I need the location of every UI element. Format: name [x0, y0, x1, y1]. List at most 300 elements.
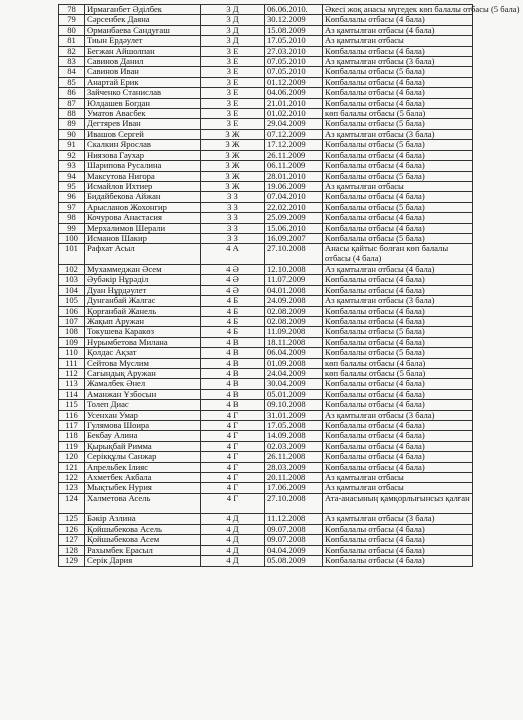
cell-status: Көпбалалы отбасы (5 бала) [323, 119, 473, 129]
cell-name: Қырықбай Римма [85, 441, 201, 451]
cell-num: 113 [59, 379, 85, 389]
cell-name: Сағындық Аружан [85, 369, 201, 379]
cell-date: 17.06.2009 [265, 483, 323, 493]
cell-name: Скалкин Ярослав [85, 140, 201, 150]
cell-name: Қолдас Ақзат [85, 348, 201, 358]
cell-status: Көпбалалы отбасы (4 бала) [323, 421, 473, 431]
table-row [59, 462, 473, 472]
cell-num: 128 [59, 545, 85, 555]
table-row [59, 77, 473, 87]
cell-status: Аз қамтылған отбасы (3 бала) [323, 296, 473, 306]
cell-cls: 3 З [201, 233, 265, 243]
cell-name: Уматов Авасбек [85, 109, 201, 119]
cell-date: 02.08.2009 [265, 316, 323, 326]
cell-status: Аз қамтылған отбасы (3 бала) [323, 514, 473, 524]
cell-name: Бекбау Алина [85, 431, 201, 441]
cell-cls: 3 Е [201, 46, 265, 56]
cell-cls: 3 З [201, 192, 265, 202]
cell-cls: 3 Е [201, 77, 265, 87]
cell-cls: 4 Г [201, 421, 265, 431]
cell-status: Көпбалалы отбасы (5 бала) [323, 348, 473, 358]
cell-date: 17.12.2009 [265, 140, 323, 150]
cell-num: 116 [59, 410, 85, 420]
cell-date: 06.04.2009 [265, 348, 323, 358]
cell-cls: 4 Б [201, 306, 265, 316]
table-row [59, 421, 473, 431]
cell-date: 11.12.2008 [265, 514, 323, 524]
cell-status: Көпбалалы отбасы (4 бала) [323, 441, 473, 451]
cell-cls: 3 З [201, 223, 265, 233]
table-row [59, 316, 473, 326]
cell-status: көп балалы отбасы (5 бала) [323, 369, 473, 379]
cell-num: 95 [59, 181, 85, 191]
table-row [59, 36, 473, 46]
cell-num: 80 [59, 25, 85, 35]
table-row [59, 327, 473, 337]
table-row [59, 545, 473, 555]
cell-date: 28.01.2010 [265, 171, 323, 181]
table-row [59, 337, 473, 347]
cell-date: 04.06.2009 [265, 88, 323, 98]
cell-status: Аз қамтылған отбасы [323, 473, 473, 483]
cell-num: 84 [59, 67, 85, 77]
cell-num: 96 [59, 192, 85, 202]
cell-num: 85 [59, 77, 85, 87]
cell-name: Арысланов Жохонгир [85, 202, 201, 212]
cell-name: Гулямова Шоира [85, 421, 201, 431]
cell-name: Орманбаева Сандуғаш [85, 25, 201, 35]
cell-cls: 3 Е [201, 109, 265, 119]
cell-num: 126 [59, 524, 85, 534]
cell-status: Көпбалалы отбасы (4 бала) [323, 452, 473, 462]
cell-status: Аз қамтылған отбасы (3 бала) [323, 57, 473, 67]
cell-cls: 3 З [201, 202, 265, 212]
cell-num: 124 [59, 493, 85, 514]
table-row [59, 129, 473, 139]
cell-cls: 3 Е [201, 88, 265, 98]
cell-cls: 4 Ә [201, 275, 265, 285]
cell-date: 05.01.2009 [265, 389, 323, 399]
table-row [59, 285, 473, 295]
cell-name: Усенхан Умар [85, 410, 201, 420]
cell-num: 102 [59, 264, 85, 274]
table-row [59, 171, 473, 181]
table-row [59, 348, 473, 358]
cell-name: Сейтова Муслим [85, 358, 201, 368]
cell-status: Аз қамтылған отбасы (3 бала) [323, 410, 473, 420]
cell-date: 28.03.2009 [265, 462, 323, 472]
table-row [59, 264, 473, 274]
cell-name: Қорғанбай Жанель [85, 306, 201, 316]
cell-status: Көпбалалы отбасы (4 бала) [323, 275, 473, 285]
cell-name: Сәрсенбек Даяна [85, 15, 201, 25]
cell-num: 79 [59, 15, 85, 25]
cell-date: 21.01.2010 [265, 98, 323, 108]
cell-status: Көпбалалы отбасы (4 бала) [323, 316, 473, 326]
cell-date: 27.03.2010 [265, 46, 323, 56]
cell-name: Жақып Аружан [85, 316, 201, 326]
cell-name: Токушева Каракөз [85, 327, 201, 337]
cell-date: 11.09.2008 [265, 327, 323, 337]
cell-num: 86 [59, 88, 85, 98]
cell-num: 103 [59, 275, 85, 285]
table-row [59, 431, 473, 441]
cell-status: Көпбалалы отбасы (4 бала) [323, 306, 473, 316]
cell-num: 88 [59, 109, 85, 119]
cell-num: 121 [59, 462, 85, 472]
cell-date: 01.09.2008 [265, 358, 323, 368]
cell-status: Көпбалалы отбасы (4 бала) [323, 389, 473, 399]
cell-name: Рафхат Асыл [85, 244, 201, 265]
cell-status: көп балалы отбасы (5 бала) [323, 109, 473, 119]
cell-date: 09.07.2008 [265, 524, 323, 534]
table-row [59, 556, 473, 566]
table-row [59, 296, 473, 306]
cell-cls: 4 В [201, 337, 265, 347]
cell-cls: 3 Ж [201, 181, 265, 191]
cell-name: Нурымбетова Милана [85, 337, 201, 347]
cell-name: Аманжан Ұзбосын [85, 389, 201, 399]
table-row [59, 213, 473, 223]
cell-status: көп балалы отбасы (4 бала) [323, 358, 473, 368]
cell-num: 87 [59, 98, 85, 108]
cell-num: 93 [59, 161, 85, 171]
cell-num: 123 [59, 483, 85, 493]
cell-date: 19.06.2009 [265, 181, 323, 191]
cell-cls: 4 Г [201, 473, 265, 483]
cell-num: 90 [59, 129, 85, 139]
cell-date: 07.05.2010 [265, 57, 323, 67]
cell-status: Аз қамтылған отбасы (3 бала) [323, 129, 473, 139]
cell-date: 04.04.2009 [265, 545, 323, 555]
cell-status: Көпбалалы отбасы (4 бала) [323, 46, 473, 56]
cell-num: 99 [59, 223, 85, 233]
table-row [59, 202, 473, 212]
table-row [59, 358, 473, 368]
cell-cls: 4 Д [201, 524, 265, 534]
cell-name: Толеп Диас [85, 400, 201, 410]
cell-cls: 3 Е [201, 67, 265, 77]
cell-status: Көпбалалы отбасы (5 бала) [323, 202, 473, 212]
cell-date: 02.08.2009 [265, 306, 323, 316]
cell-cls: 4 Ә [201, 285, 265, 295]
cell-date: 24.04.2009 [265, 369, 323, 379]
cell-cls: 3 Е [201, 119, 265, 129]
cell-date: 01.12.2009 [265, 77, 323, 87]
cell-num: 94 [59, 171, 85, 181]
cell-num: 111 [59, 358, 85, 368]
cell-cls: 3 Д [201, 15, 265, 25]
cell-cls: 4 Г [201, 431, 265, 441]
cell-status: Көпбалалы отбасы (4 бала) [323, 431, 473, 441]
cell-name: Кочурова Анастасия [85, 213, 201, 223]
table-row [59, 233, 473, 243]
cell-name: Халметова Асель [85, 493, 201, 514]
table-row [59, 15, 473, 25]
cell-status: Көпбалалы отбасы (4 бала) [323, 77, 473, 87]
cell-date: 11.07.2009 [265, 275, 323, 285]
cell-name: Савинов Иван [85, 67, 201, 77]
cell-cls: 4 Д [201, 545, 265, 555]
cell-cls: 4 Д [201, 514, 265, 524]
cell-num: 82 [59, 46, 85, 56]
cell-name: Ниязова Гаухар [85, 150, 201, 160]
cell-cls: 3 Е [201, 98, 265, 108]
cell-cls: 3 Ж [201, 161, 265, 171]
table-row [59, 161, 473, 171]
cell-name: Максутова Нигора [85, 171, 201, 181]
table-row [59, 140, 473, 150]
cell-date: 02.03.2009 [265, 441, 323, 451]
cell-cls: 4 В [201, 348, 265, 358]
cell-status: Көпбалалы отбасы (5 бала) [323, 233, 473, 243]
cell-status: Көпбалалы отбасы (4 бала) [323, 545, 473, 555]
cell-date: 22.02.2010 [265, 202, 323, 212]
cell-name: Қойшыбекова Асем [85, 535, 201, 545]
cell-name: Жамалбек Әнел [85, 379, 201, 389]
cell-name: Савинов Данил [85, 57, 201, 67]
cell-date: 07.12.2009 [265, 129, 323, 139]
cell-cls: 4 В [201, 400, 265, 410]
cell-name: Шарипова Русалина [85, 161, 201, 171]
cell-date: 06.06.2010. [265, 5, 323, 15]
cell-date: 27.10.2008 [265, 493, 323, 514]
cell-name: Ахметбек Акбала [85, 473, 201, 483]
cell-status: Көпбалалы отбасы (4 бала) [323, 556, 473, 566]
cell-num: 78 [59, 5, 85, 15]
cell-date: 26.11.2008 [265, 452, 323, 462]
cell-num: 115 [59, 400, 85, 410]
table-row [59, 98, 473, 108]
table-row [59, 119, 473, 129]
cell-date: 14.09.2008 [265, 431, 323, 441]
cell-date: 27.10.2008 [265, 244, 323, 265]
cell-cls: 3 Д [201, 36, 265, 46]
cell-cls: 3 Ж [201, 171, 265, 181]
cell-date: 20.11.2008 [265, 473, 323, 483]
table-row [59, 514, 473, 524]
cell-status: Көпбалалы отбасы (4 бала) [323, 98, 473, 108]
cell-status: Көпбалалы отбасы (4 бала) [323, 15, 473, 25]
table-row [59, 25, 473, 35]
table-row [59, 67, 473, 77]
cell-status: Көпбалалы отбасы (4 бала) [323, 88, 473, 98]
cell-num: 112 [59, 369, 85, 379]
cell-date: 24.09.2008 [265, 296, 323, 306]
cell-status: Көпбалалы отбасы (4 бала) [323, 161, 473, 171]
cell-num: 118 [59, 431, 85, 441]
table-row [59, 441, 473, 451]
cell-cls: 4 Б [201, 316, 265, 326]
table-row [59, 192, 473, 202]
cell-cls: 3 Ж [201, 129, 265, 139]
table-row [59, 57, 473, 67]
cell-num: 101 [59, 244, 85, 265]
table-row [59, 223, 473, 233]
cell-name: Исманов Шакир [85, 233, 201, 243]
cell-date: 09.07.2008 [265, 535, 323, 545]
cell-date: 17.05.2010 [265, 36, 323, 46]
cell-status: Аз қамтылған отбасы [323, 483, 473, 493]
table-row [59, 473, 473, 483]
table-row [59, 150, 473, 160]
cell-status: Көпбалалы отбасы (4 бала) [323, 192, 473, 202]
cell-num: 109 [59, 337, 85, 347]
cell-status: Аз қамтылған отбасы (4 бала) [323, 264, 473, 274]
table-row [59, 181, 473, 191]
cell-num: 122 [59, 473, 85, 483]
cell-cls: 4 Б [201, 296, 265, 306]
cell-status: Көпбалалы отбасы (4 бала) [323, 400, 473, 410]
cell-num: 106 [59, 306, 85, 316]
cell-date: 04.01.2008 [265, 285, 323, 295]
cell-status: Көпбалалы отбасы (4 бала) [323, 379, 473, 389]
cell-name: Бидайбекова Айжан [85, 192, 201, 202]
cell-name: Қойшыбекова Асель [85, 524, 201, 534]
cell-name: Мерхалимов Шерали [85, 223, 201, 233]
cell-num: 114 [59, 389, 85, 399]
cell-date: 16.09.2007 [265, 233, 323, 243]
cell-name: Рахымбек Ерасыл [85, 545, 201, 555]
cell-status: Аз қамтылған отбасы (4 бала) [323, 25, 473, 35]
cell-date: 26.11.2009 [265, 150, 323, 160]
table-row [59, 109, 473, 119]
cell-status: Көпбалалы отбасы (5 бала) [323, 327, 473, 337]
cell-cls: 4 Г [201, 493, 265, 514]
cell-num: 91 [59, 140, 85, 150]
cell-status: Аз қамтылған отбасы [323, 181, 473, 191]
cell-cls: 4 Д [201, 535, 265, 545]
cell-date: 30.04.2009 [265, 379, 323, 389]
cell-date: 07.04.2010 [265, 192, 323, 202]
table-row [59, 389, 473, 399]
cell-cls: 4 В [201, 369, 265, 379]
cell-num: 105 [59, 296, 85, 306]
cell-num: 107 [59, 316, 85, 326]
cell-status: Көпбалалы отбасы (4 бала) [323, 337, 473, 347]
cell-status: Ата-анасының қамқорлығынсыз қалған [323, 493, 473, 514]
cell-status: Аз қамтылған отбасы [323, 36, 473, 46]
cell-num: 117 [59, 421, 85, 431]
table-row [59, 5, 473, 15]
cell-name: Ирмаганбет Әділбек [85, 5, 201, 15]
table-row [59, 400, 473, 410]
cell-name: Мықтыбек Нурия [85, 483, 201, 493]
cell-date: 09.10.2008 [265, 400, 323, 410]
table-row [59, 524, 473, 534]
table-row [59, 244, 473, 265]
cell-name: Дуан Нұрдәулет [85, 285, 201, 295]
cell-cls: 3 Д [201, 5, 265, 15]
cell-cls: 4 В [201, 358, 265, 368]
table-row [59, 88, 473, 98]
cell-date: 05.08.2009 [265, 556, 323, 566]
cell-cls: 4 Ә [201, 264, 265, 274]
cell-date: 30.12.2009 [265, 15, 323, 25]
cell-cls: 4 В [201, 379, 265, 389]
cell-name: Бәкір Азлина [85, 514, 201, 524]
table-row [59, 493, 473, 514]
cell-name: Әубәкір Нұрәділ [85, 275, 201, 285]
cell-cls: 4 А [201, 244, 265, 265]
cell-name: Дунганбай Жалгас [85, 296, 201, 306]
cell-status: Көпбалалы отбасы (4 бала) [323, 535, 473, 545]
cell-status: Көпбалалы отбасы (4 бала) [323, 524, 473, 534]
cell-cls: 3 Д [201, 25, 265, 35]
cell-num: 98 [59, 213, 85, 223]
cell-num: 89 [59, 119, 85, 129]
cell-cls: 3 З [201, 213, 265, 223]
cell-name: Серік Дария [85, 556, 201, 566]
table-row [59, 275, 473, 285]
cell-date: 17.05.2008 [265, 421, 323, 431]
table-row [59, 369, 473, 379]
cell-cls: 4 Д [201, 556, 265, 566]
cell-name: Дегтярев Иван [85, 119, 201, 129]
cell-date: 06.11.2009 [265, 161, 323, 171]
cell-num: 119 [59, 441, 85, 451]
cell-status: Көпбалалы отбасы (4 бала) [323, 150, 473, 160]
cell-date: 12.10.2008 [265, 264, 323, 274]
table-row [59, 535, 473, 545]
cell-num: 129 [59, 556, 85, 566]
cell-name: Апрельбек Ілияс [85, 462, 201, 472]
cell-status: Әкесі жоқ анасы мүгедек көп балалы отбасы (5 бала) [323, 5, 473, 15]
cell-num: 81 [59, 36, 85, 46]
cell-name: Зайченко Станислав [85, 88, 201, 98]
cell-num: 108 [59, 327, 85, 337]
cell-name: Серікқұлы Санжар [85, 452, 201, 462]
cell-name: Бегжан Айшолпан [85, 46, 201, 56]
cell-date: 31.01.2009 [265, 410, 323, 420]
cell-cls: 4 Г [201, 452, 265, 462]
cell-num: 110 [59, 348, 85, 358]
cell-date: 25.09.2009 [265, 213, 323, 223]
cell-status: Көпбалалы отбасы (5 бала) [323, 171, 473, 181]
cell-cls: 4 Г [201, 462, 265, 472]
cell-num: 125 [59, 514, 85, 524]
cell-cls: 4 Б [201, 327, 265, 337]
cell-cls: 4 Г [201, 441, 265, 451]
cell-status: Көпбалалы отбасы (4 бала) [323, 223, 473, 233]
cell-num: 120 [59, 452, 85, 462]
cell-status: Көпбалалы отбасы (5 бала) [323, 140, 473, 150]
cell-num: 127 [59, 535, 85, 545]
cell-date: 07.05.2010 [265, 67, 323, 77]
cell-date: 29.04.2009 [265, 119, 323, 129]
cell-date: 15.06.2010 [265, 223, 323, 233]
cell-date: 18.11.2008 [265, 337, 323, 347]
cell-num: 100 [59, 233, 85, 243]
table-row [59, 452, 473, 462]
cell-name: Ивашов Сергей [85, 129, 201, 139]
cell-cls: 3 Е [201, 57, 265, 67]
cell-status: Анасы қайтыс болған көп балалы отбасы (4 бала) [323, 244, 473, 265]
table-row [59, 306, 473, 316]
table-row [59, 410, 473, 420]
cell-name: Юлдашев Богдан [85, 98, 201, 108]
cell-name: Исмайлов Ихтиер [85, 181, 201, 191]
cell-cls: 4 Г [201, 483, 265, 493]
cell-name: Тиын Ердәулет [85, 36, 201, 46]
cell-num: 92 [59, 150, 85, 160]
cell-cls: 4 В [201, 389, 265, 399]
cell-cls: 4 Г [201, 410, 265, 420]
cell-status: Көпбалалы отбасы (4 бала) [323, 462, 473, 472]
cell-status: Көпбалалы отбасы (5 бала) [323, 67, 473, 77]
cell-num: 104 [59, 285, 85, 295]
cell-date: 15.08.2009 [265, 25, 323, 35]
